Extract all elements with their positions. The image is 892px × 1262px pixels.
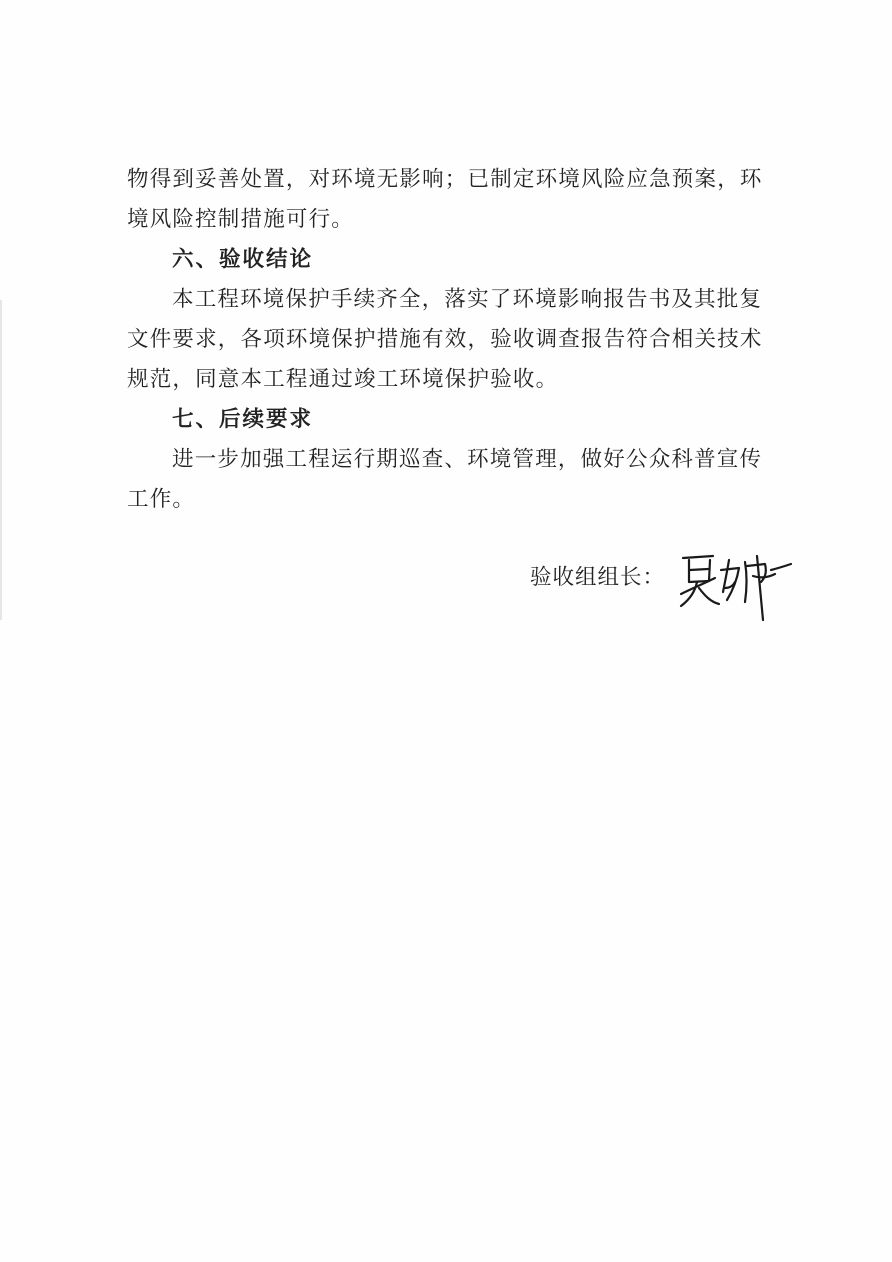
section-7-line-1: 进一步加强工程运行期巡查、环境管理，做好公众科普宣传 [172, 447, 763, 472]
section-6-line-1: 本工程环境保护手续齐全，落实了环境影响报告书及其批复 [172, 287, 763, 312]
section-7-heading: 七、后续要求 [172, 407, 314, 432]
scan-edge-shadow [0, 300, 2, 620]
signature-label: 验收组组长： [530, 565, 666, 590]
section-6-heading: 六、验收结论 [172, 247, 314, 272]
handwritten-signature [675, 548, 795, 623]
signature-block [530, 548, 800, 628]
document-body [127, 160, 787, 520]
section-6-line-2: 文件要求，各项环境保护措施有效，验收调查报告符合相关技术 [127, 327, 763, 352]
intro-line-1: 物得到妥善处置，对环境无影响；已制定环境风险应急预案，环 [127, 167, 763, 192]
section-7-line-2: 工作。 [127, 487, 196, 512]
section-6-line-3: 规范，同意本工程通过竣工环境保护验收。 [127, 367, 559, 392]
intro-line-2: 境风险控制措施可行。 [127, 207, 355, 232]
